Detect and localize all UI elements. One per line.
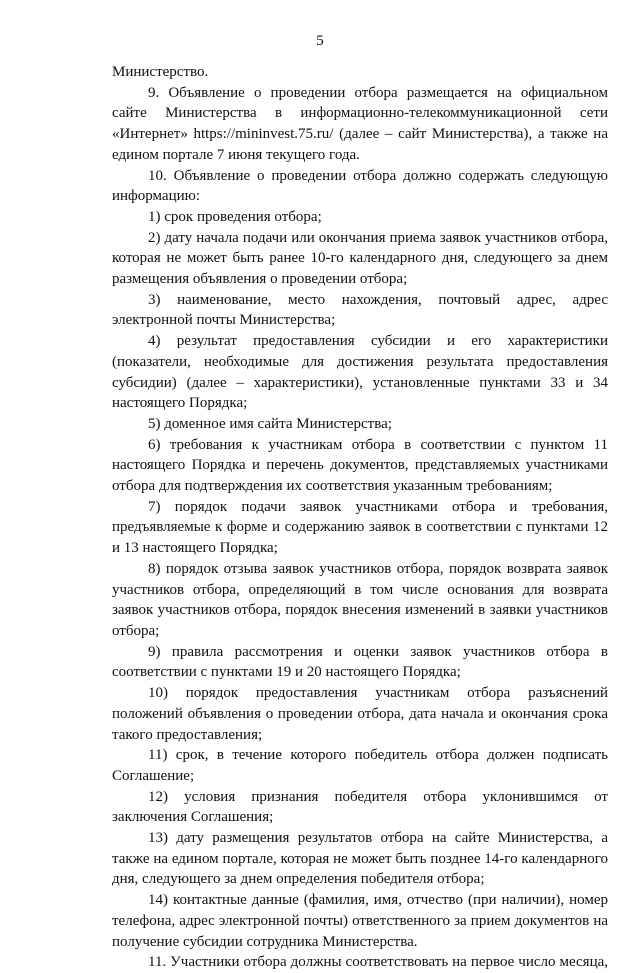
list-item-4: 4) результат предоставления субсидии и его характеристики (показатели, необходимые для достижения результата предоставления субсидии) (далее – характеристики), установленные пунктами 33 и 34 настоящего Порядка; [112, 333, 608, 412]
list-item-12: 12) условия признания победителя отбора уклонившимся от заключения Соглашения; [112, 788, 608, 826]
page-number: 5 [316, 33, 324, 49]
list-item-5: 5) доменное имя сайта Министерства; [148, 415, 392, 432]
list-item-13: 13) дату размещения результатов отбора на сайте Министерства, а также на едином портале, которая не может быть позднее 14-го календарного дня, следующего за днем определения победителя отбора; [112, 830, 608, 888]
list-item-8: 8) порядок отзыва заявок участников отбора, порядок возврата заявок участников отбора, определяющий в том числе основания для возврата заявок участников отбора, порядок внесения изменений в заявки участников отбора; [112, 560, 608, 639]
paragraph-0: Министерство. [112, 64, 209, 80]
list-item-3: 3) наименование, место нахождения, почтовый адрес, адрес электронной почты Министерства; [112, 291, 608, 329]
list-item-7: 7) порядок подачи заявок участниками отбора и требования, предъявляемые к форме и содержанию заявок в соответствии с пунктами 12 и 13 настоящего Порядка; [112, 498, 608, 557]
list-item-10: 10) порядок предоставления участникам отбора разъяснений положений объявления о проведении отбора, дата начала и окончания срока такого предоставления; [112, 685, 608, 743]
paragraph-item-9: 9. Объявление о проведении отбора размещается на официальном сайте Министерства в информационно-телекоммуникационной сети «Интернет» https://mininvest.75.ru/ (далее – сайт Министерства), а также на едином портале 7 июня текущего года. [112, 84, 608, 163]
list-item-1: 1) срок проведения отбора; [148, 208, 322, 225]
paragraph-item-10: 10. Объявление о проведении отбора должно содержать следующую информацию: [112, 167, 608, 205]
list-item-11: 11) срок, в течение которого победитель отбора должен подписать Соглашение; [112, 747, 608, 784]
list-item-9: 9) правила рассмотрения и оценки заявок участников отбора в соответствии с пунктами 19 и 20 настоящего Порядка; [112, 643, 608, 681]
list-item-6: 6) требования к участникам отбора в соответствии с пунктом 11 настоящего Порядка и перечень документов, представляемых участниками отбора для подтверждения их соответствия указанным требованиям; [112, 436, 608, 495]
paragraph-item-11: 11. Участники отбора должны соответствовать на первое число месяца, [148, 954, 608, 971]
list-item-14: 14) контактные данные (фамилия, имя, отчество (при наличии), номер телефона, адрес электронной почты) ответственного за прием документов на получение субсидии сотрудника Министерства. [112, 892, 608, 950]
list-item-2: 2) дату начала подачи или окончания приема заявок участников отбора, которая не может быть ранее 10-го календарного дня, следующего за днем размещения объявления о проведении отбора; [112, 229, 608, 288]
document-body [112, 62, 608, 973]
